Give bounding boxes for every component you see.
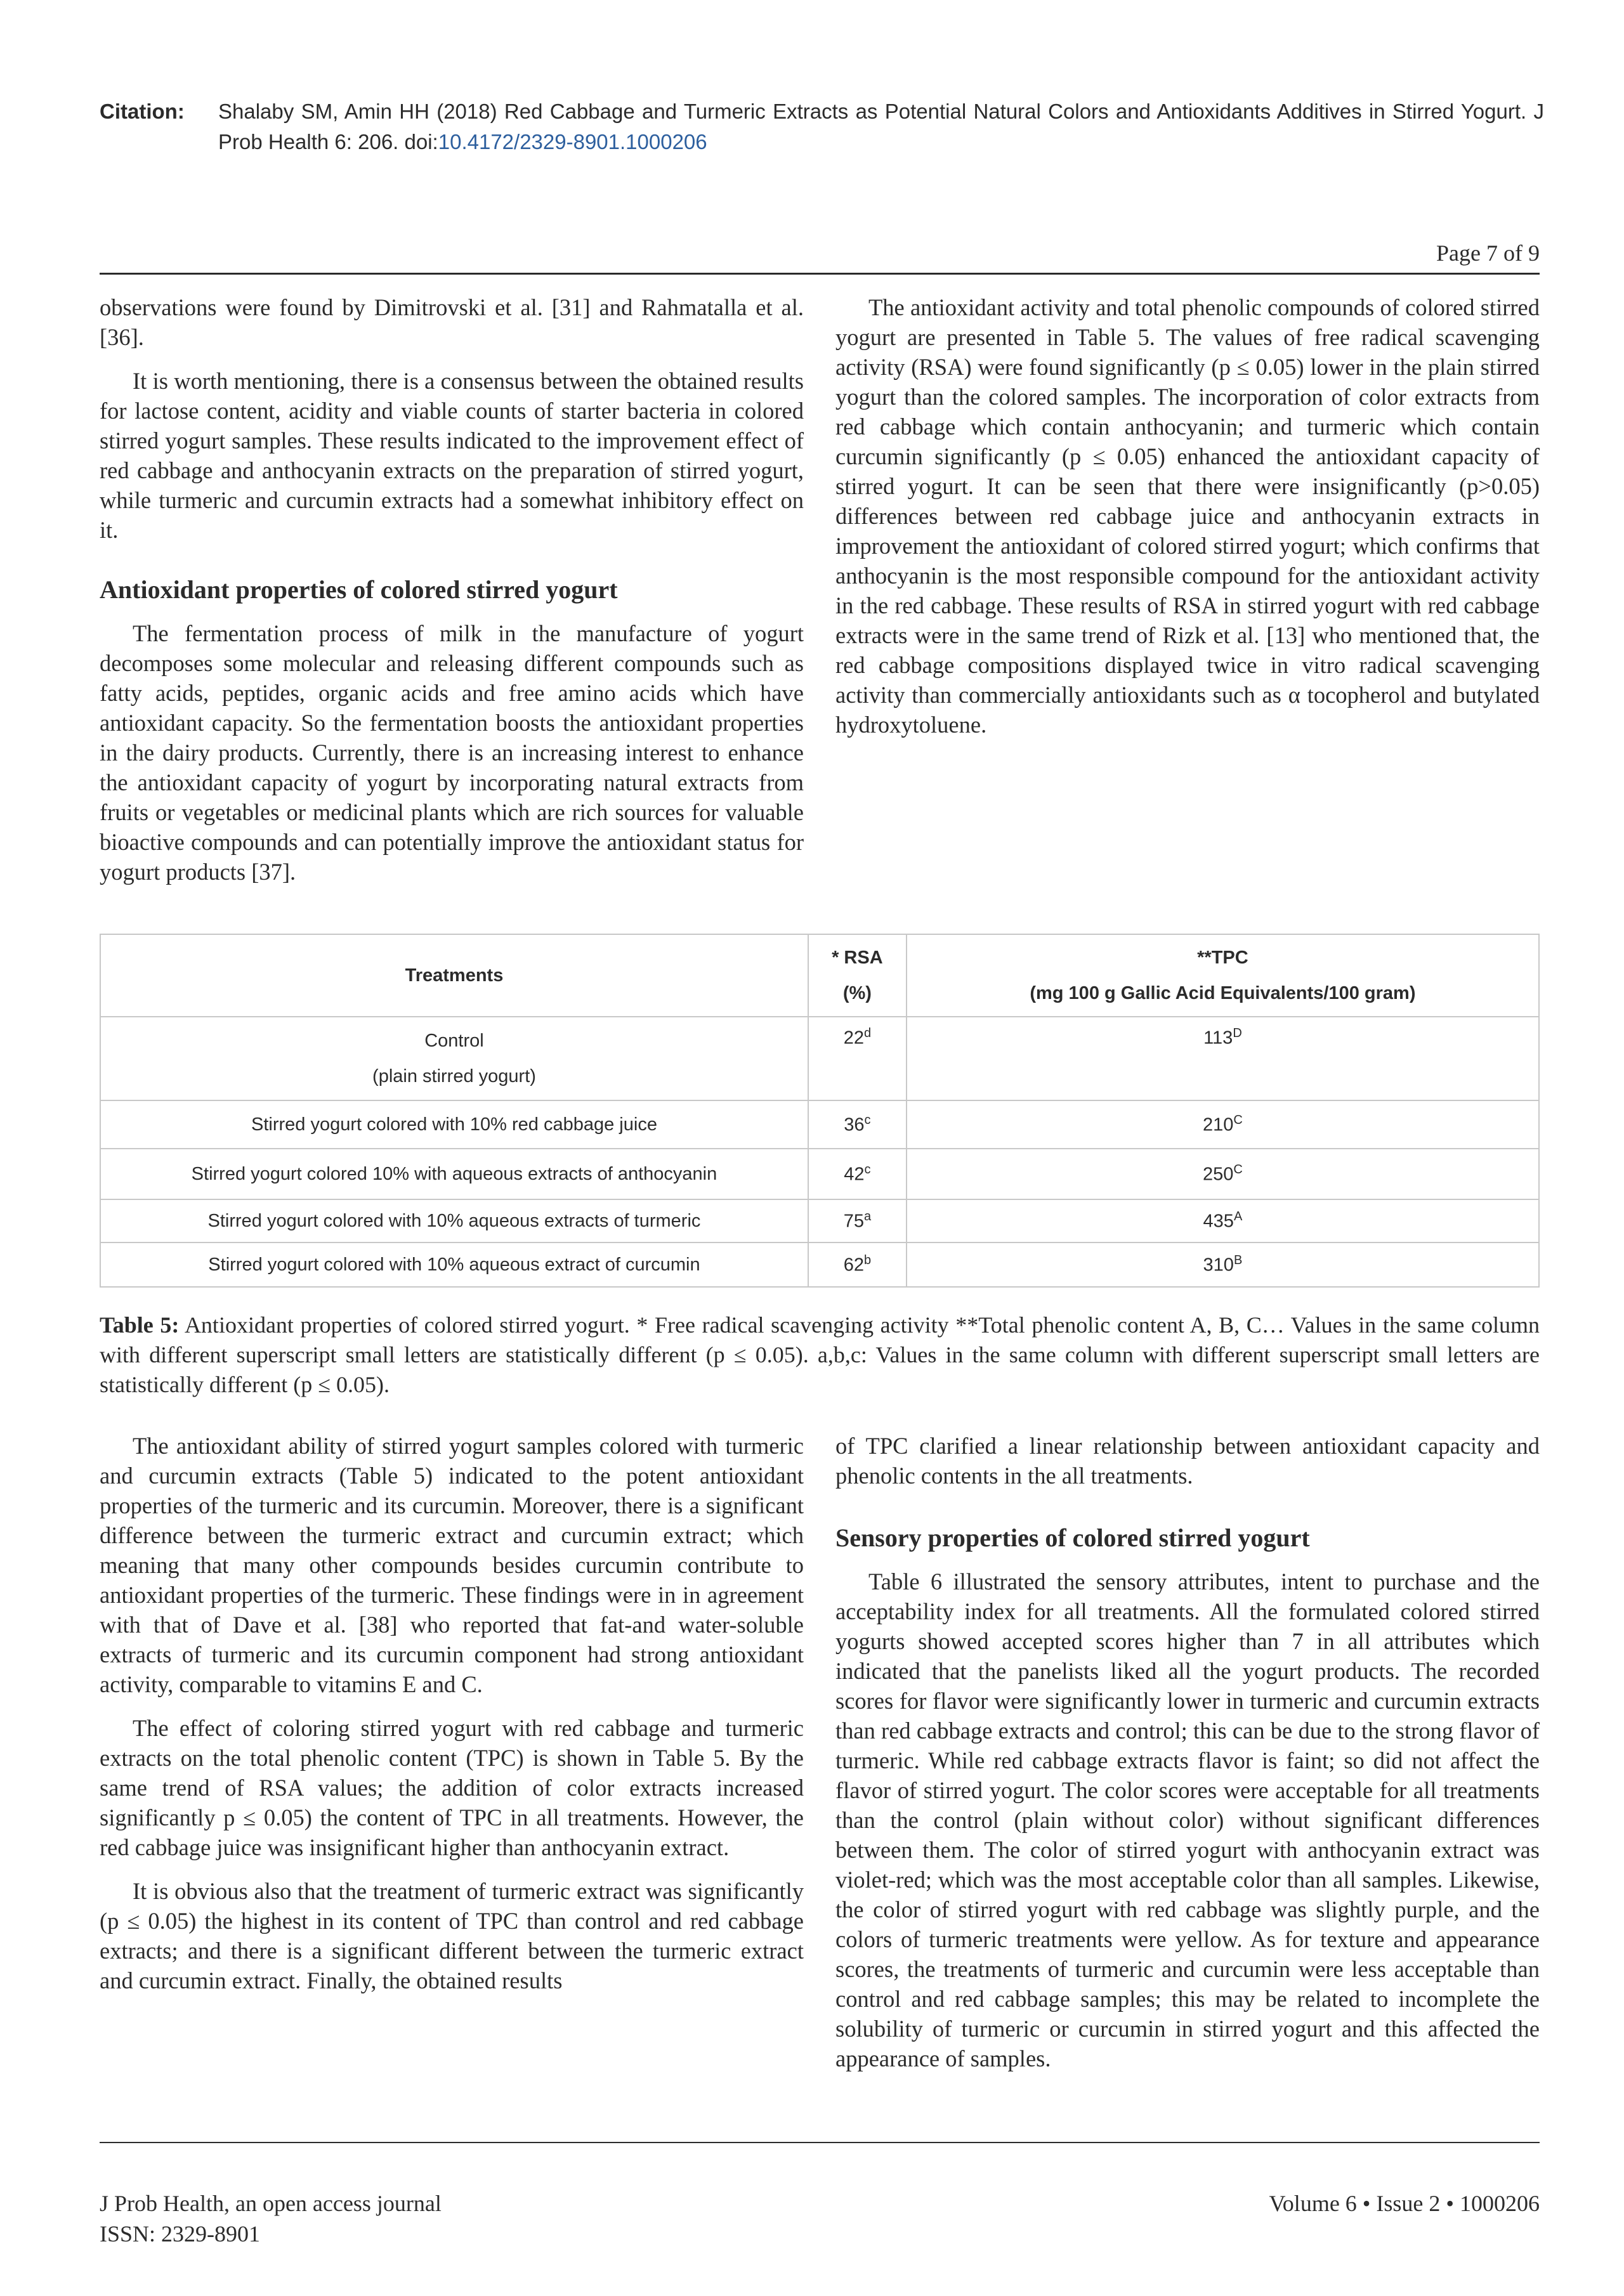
paragraph: The antioxidant ability of stirred yogurt samples colored with turmeric and curcumin extracts (Table 5) indicated to the potent antioxidant properties of the turmeric and its curcumin. Moreover, there is a significant difference between the turmeric extract and curcumin extract; which meaning that many other compounds besides curcumin contribute to antioxidant properties of the turmeric. These findings were in in agreement with that of Dave et al. [38] who reported that fat-and water-soluble extracts of turmeric and its curcumin component had strong antioxidant activity, comparable to vitamins E and C. (100, 1433, 804, 1697)
paragraph: It is worth mentioning, there is a consensus between the obtained results for lactose content, acidity and viable counts of starter bacteria in colored stirred yogurt samples. These results indicated to the improvement effect of red cabbage and anthocyanin extracts on the preparation of stirred yogurt, while turmeric and curcumin extracts had a somewhat inhibitory effect on it. (100, 368, 804, 543)
tpc-superscript: B (1233, 1253, 1243, 1268)
table-caption (100, 1310, 1540, 1400)
tpc-superscript: A (1233, 1210, 1243, 1224)
rsa-cell (808, 1199, 907, 1243)
tpc-cell (907, 1100, 1539, 1149)
caption-text: Antioxidant properties of colored stirred yogurt. * Free radical scavenging activity **Total phenolic content A, B, C… Values in the same column with different superscript small letters are statistically different (p ≤ 0.05). a,b,c: Values in the same column with different superscript small letters are statistically different (p ≤ 0.05). (100, 1312, 1540, 1397)
header-rsa (808, 934, 907, 1017)
tpc-superscript: C (1233, 1163, 1243, 1177)
treatment-name: Stirred yogurt colored with 10% red cabbage juice (100, 1100, 808, 1149)
footer-volume: Volume 6 • Issue 2 • 1000206 (1269, 2191, 1540, 2216)
paragraph: The effect of coloring stirred yogurt with red cabbage and turmeric extracts on the total phenolic content (TPC) is shown in Table 5. By the same trend of RSA values; the addition of color extracts increased significantly p ≤ 0.05) the content of TPC in all treatments. However, the red cabbage juice was insignificant higher than anthocyanin extract. (100, 1715, 804, 1860)
citation-label: Citation: (100, 100, 185, 123)
header-treatments: Treatments (100, 934, 808, 1017)
journal-name: J Prob Health, an open access journal (100, 2191, 442, 2216)
paragraph: The antioxidant activity and total phenolic compounds of colored stirred yogurt are presented in Table 5. The values of free radical scavenging activity (RSA) were found significantly (p ≤ 0.05) lower in the plain stirred yogurt than the colored samples. The incorporation of color extracts from red cabbage which contain anthocyanin; and turmeric which contain curcumin significantly (p ≤ 0.05) enhanced the antioxidant capacity of stirred yogurt. It can be seen that there were insignificantly (p>0.05) differences between red cabbage juice and anthocyanin extracts in improvement the antioxidant of colored stirred yogurt; which confirms that anthocyanin is the most responsible compound for the antioxidant activity in the red cabbage. These results of RSA in stirred yogurt with red cabbage extracts were in the same trend of Rizk et al. [13] who mentioned that, the red cabbage compositions displayed twice in vitro radical scavenging activity than commercially antioxidants such as α tocopherol and butylated hydroxytoluene. (835, 294, 1540, 738)
paragraph: of TPC clarified a linear relationship between antioxidant capacity and phenolic contents in the all treatments. (835, 1433, 1540, 1489)
header-divider (100, 273, 1540, 275)
paragraph: observations were found by Dimitrovski et al. [31] and Rahmatalla et al. [36]. (100, 294, 804, 350)
caption-label: Table 5: (100, 1312, 180, 1338)
tpc-value: 113 (1203, 1027, 1233, 1048)
page-number: Page 7 of 9 (1436, 240, 1540, 266)
treatment-name: Stirred yogurt colored with 10% aqueous extract of curcumin (100, 1243, 808, 1287)
tpc-value: 210 (1203, 1114, 1234, 1135)
table-row (100, 1149, 1539, 1199)
left-column-top (100, 292, 804, 887)
rsa-superscript: d (863, 1026, 872, 1040)
rsa-value: 42 (844, 1164, 865, 1185)
tpc-value: 250 (1203, 1164, 1234, 1185)
rsa-value: 62 (843, 1255, 864, 1275)
header-tpc-line1: **TPC (1197, 948, 1248, 968)
right-column-top (835, 292, 1540, 740)
rsa-cell (808, 1017, 907, 1100)
tpc-cell (907, 1017, 1539, 1100)
table-row (100, 1017, 1539, 1100)
left-column-bottom (100, 1431, 804, 1995)
header-rsa-line1: * RSA (832, 948, 883, 968)
tpc-superscript: D (1233, 1026, 1242, 1040)
table-row (100, 1243, 1539, 1287)
rsa-value: 36 (844, 1114, 865, 1135)
footer-divider (100, 2142, 1540, 2143)
tpc-value: 435 (1203, 1211, 1234, 1232)
treatment-note: (plain stirred yogurt) (372, 1066, 536, 1086)
header-rsa-line2: (%) (842, 983, 872, 1003)
rsa-superscript: b (863, 1253, 872, 1268)
section-heading-sensory: Sensory properties of colored stirred yogurt (835, 1523, 1310, 1552)
citation-text (218, 96, 1544, 157)
section-heading-antioxidant: Antioxidant properties of colored stirred yogurt (100, 575, 618, 604)
treatment-name: Stirred yogurt colored 10% with aqueous extracts of anthocyanin (100, 1149, 808, 1199)
citation-body: Shalaby SM, Amin HH (2018) Red Cabbage and Turmeric Extracts as Potential Natural Colors and Antioxidants Additives in Stirred Yogurt. J Prob Health 6: 206. doi: (218, 100, 1544, 153)
treatment-name: Stirred yogurt colored with 10% aqueous extracts of turmeric (100, 1199, 808, 1243)
paragraph: The fermentation process of milk in the manufacture of yogurt decomposes some molecular and releasing different compounds such as fatty acids, peptides, organic acids and free amino acids which have antioxidant capacity. So the fermentation boosts the antioxidant properties in the dairy products. Currently, there is an increasing interest to enhance the antioxidant capacity of yogurt by incorporating natural extracts from fruits or vegetables or medicinal plants which are rich sources for valuable bioactive compounds and can potentially improve the antioxidant status for yogurt products [37]. (100, 620, 804, 885)
rsa-cell (808, 1243, 907, 1287)
tpc-cell (907, 1243, 1539, 1287)
table-row (100, 1199, 1539, 1243)
rsa-cell (808, 1100, 907, 1149)
rsa-value: 22 (843, 1027, 864, 1048)
rsa-superscript: a (863, 1210, 872, 1224)
tpc-superscript: C (1233, 1113, 1243, 1128)
tpc-value: 310 (1203, 1255, 1234, 1275)
header-tpc (907, 934, 1539, 1017)
issn: ISSN: 2329-8901 (100, 2221, 261, 2247)
paragraph: It is obvious also that the treatment of turmeric extract was significantly (p ≤ 0.05) the highest in its content of TPC than control and red cabbage extracts; and there is a significant different between the turmeric extract and curcumin extract. Finally, the obtained results (100, 1878, 804, 1993)
rsa-value: 75 (843, 1211, 864, 1232)
rsa-cell (808, 1149, 907, 1199)
table-5 (100, 934, 1540, 1288)
rsa-superscript: c (864, 1163, 871, 1177)
doi-link[interactable]: 10.4172/2329-8901.1000206 (438, 130, 707, 153)
right-column-bottom (835, 1431, 1540, 2073)
treatment-name: Control (424, 1031, 484, 1051)
treatment-cell (100, 1017, 808, 1100)
table-row (100, 1100, 1539, 1149)
table-header-row (100, 934, 1539, 1017)
paragraph: Table 6 illustrated the sensory attributes, intent to purchase and the acceptability index for all treatments. All the formulated colored stirred yogurts showed accepted scores higher than 7 in all attributes which indicated that the panelists liked all the yogurt products. The recorded scores for flavor were significantly lower in turmeric and curcumin extracts than red cabbage extracts and control; this can be due to the strong flavor of turmeric. While red cabbage extracts flavor is faint; so did not affect the flavor of stirred yogurt. The color scores were acceptable for all treatments than the control (plain without color) without significant differences between them. The color of stirred yogurt with anthocyanin extract was violet-red; which was the most acceptable color than all samples. Likewise, the color of stirred yogurt with red cabbage was slightly purple, and the colors of turmeric treatments were yellow. As for texture and appearance scores, the treatments of turmeric and curcumin were less acceptable than control and red cabbage samples; this may be related to incomplete the solubility of turmeric or curcumin in stirred yogurt and this affected the appearance of samples. (835, 1569, 1540, 2071)
header-tpc-line2: (mg 100 g Gallic Acid Equivalents/100 gram) (1030, 983, 1416, 1003)
tpc-cell (907, 1199, 1539, 1243)
tpc-cell (907, 1149, 1539, 1199)
rsa-superscript: c (864, 1113, 871, 1128)
footer-journal (100, 2188, 442, 2249)
